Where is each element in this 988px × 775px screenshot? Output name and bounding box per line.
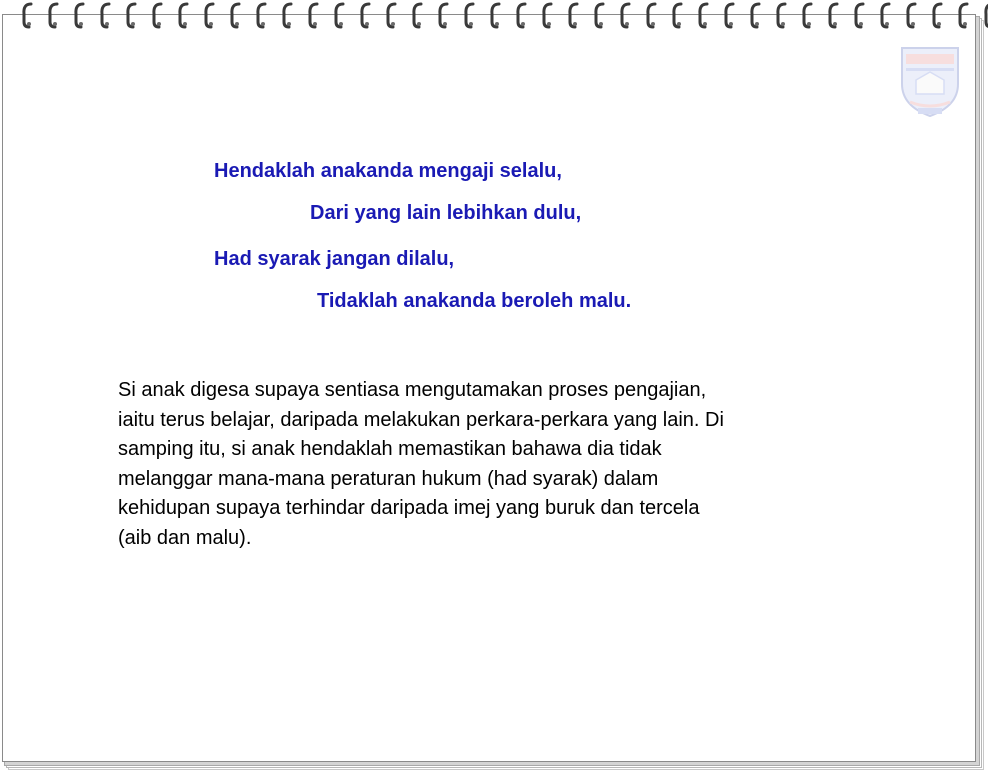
spiral-binding-icon xyxy=(0,0,988,32)
binding-ring xyxy=(24,4,31,27)
explanation-paragraph xyxy=(118,376,868,553)
binding-ring xyxy=(206,4,213,27)
binding-ring xyxy=(544,4,551,27)
binding-ring xyxy=(128,4,135,27)
explanation-line: melanggar mana-mana peraturan hukum (had syarak) dalam xyxy=(118,467,659,490)
binding-ring xyxy=(934,4,941,27)
binding-ring xyxy=(830,4,837,27)
binding-ring xyxy=(804,4,811,27)
binding-ring xyxy=(414,4,421,27)
school-crest-icon xyxy=(896,44,964,120)
binding-ring xyxy=(882,4,889,27)
binding-ring xyxy=(726,4,733,27)
pantun-line-1: Hendaklah anakanda mengaji selalu, xyxy=(214,160,562,182)
binding-ring xyxy=(648,4,655,27)
binding-ring xyxy=(76,4,83,27)
binding-ring xyxy=(752,4,759,27)
binding-ring xyxy=(466,4,473,27)
binding-ring xyxy=(388,4,395,27)
binding-ring xyxy=(778,4,785,27)
binding-ring xyxy=(674,4,681,27)
binding-ring xyxy=(102,4,109,27)
binding-ring xyxy=(518,4,525,27)
pantun-line-3: Had syarak jangan dilalu, xyxy=(214,248,455,270)
binding-ring xyxy=(154,4,161,27)
binding-ring xyxy=(232,4,239,27)
binding-ring xyxy=(622,4,629,27)
binding-ring xyxy=(960,4,967,27)
binding-ring xyxy=(596,4,603,27)
explanation-line: kehidupan supaya terhindar daripada imej yang buruk dan tercela xyxy=(118,497,700,519)
explanation-line: iaitu terus belajar, daripada melakukan perkara-perkara yang lain. Di xyxy=(118,408,724,431)
binding-ring xyxy=(50,4,57,27)
binding-ring xyxy=(570,4,577,27)
explanation-line: Si anak digesa supaya sentiasa mengutamakan proses pengajian, xyxy=(118,379,707,401)
binding-ring xyxy=(700,4,707,27)
binding-ring xyxy=(284,4,291,27)
explanation-line: samping itu, si anak hendaklah memastikan bahawa dia tidak xyxy=(118,438,662,460)
binding-ring xyxy=(310,4,317,27)
binding-ring xyxy=(258,4,265,27)
binding-ring xyxy=(336,4,343,27)
binding-ring xyxy=(908,4,915,27)
explanation-line: (aib dan malu). xyxy=(118,526,252,549)
binding-ring xyxy=(180,4,187,27)
binding-ring xyxy=(440,4,447,27)
binding-ring xyxy=(492,4,499,27)
pantun-line-2: Dari yang lain lebihkan dulu, xyxy=(310,202,582,224)
pantun-stanza xyxy=(214,160,834,312)
binding-ring xyxy=(362,4,369,27)
pantun-line-4: Tidaklah anakanda beroleh malu. xyxy=(317,290,632,312)
binding-ring xyxy=(856,4,863,27)
